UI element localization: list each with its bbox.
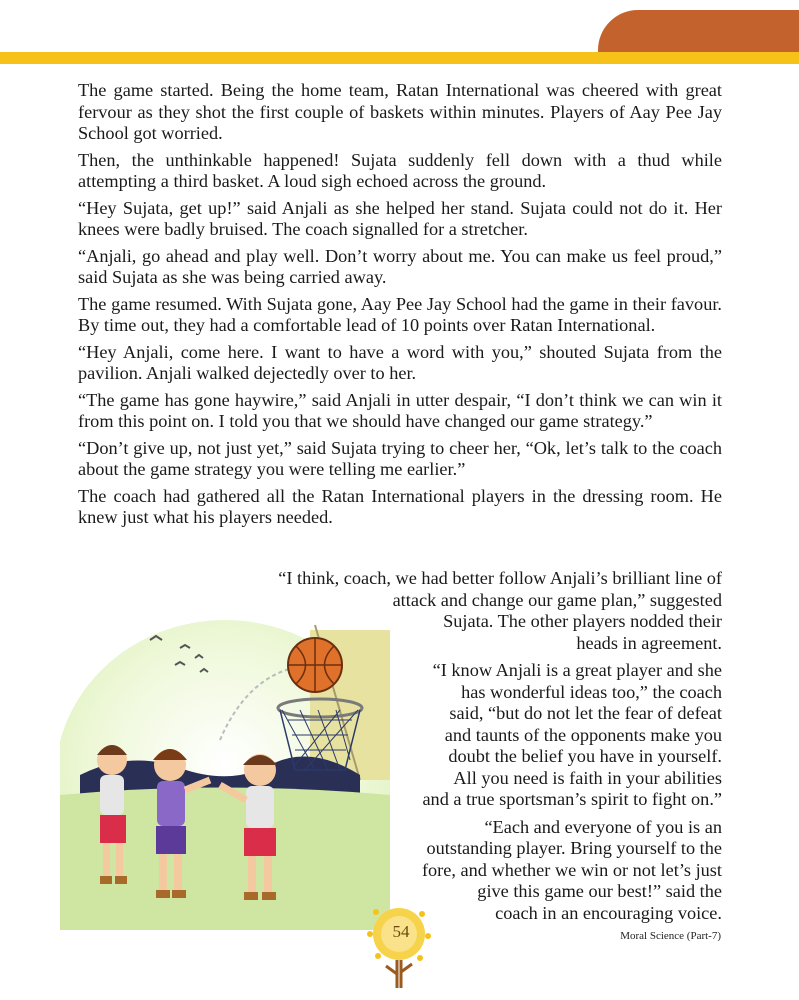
page-number-badge: [364, 904, 434, 994]
text-line: heads in agreement.: [576, 632, 722, 653]
paragraph: “Anjali, go ahead and play well. Don’t worry about me. You can make us feel proud,” said Sujata as she was being carried away.: [78, 245, 722, 287]
text-line: give this game our best!” said the: [477, 881, 722, 901]
text-line: doubt the belief you have in yourself.: [448, 746, 722, 766]
text-line: Sujata. The other players nodded their: [443, 611, 722, 631]
text-line: attack and change our game plan,” suggested: [392, 589, 722, 610]
paragraph: The game started. Being the home team, Ratan International was cheered with great fervour as they shot the first couple of baskets within minutes. Players of Aay Pee Jay School got worried.: [78, 80, 722, 143]
text-line: outstanding player. Bring yourself to the: [426, 838, 722, 858]
text-line: “I know Anjali is a great player and she: [432, 660, 722, 680]
paragraph: “Don’t give up, not just yet,” said Sujata trying to cheer her, “Ok, let’s talk to the coach about the game strategy you were telling me earlier.”: [78, 437, 722, 479]
paragraph: “Hey Sujata, get up!” said Anjali as she helped her stand. Sujata could not do it. Her knees were badly bruised. The coach signalled for a stretcher.: [78, 197, 722, 239]
text-line: said, “but do not let the fear of defeat: [449, 703, 722, 723]
text-line: All you need is faith in your abilities: [453, 767, 722, 788]
page-number: 54: [392, 922, 410, 941]
paragraph: “Hey Anjali, come here. I want to have a word with you,” shouted Sujata from the pavilion. Anjali walked dejectedly over to her.: [78, 341, 722, 383]
text-line: “Each and everyone of you is an: [484, 816, 722, 837]
paragraph: The coach had gathered all the Ratan International players in the dressing room. He knew just what his players needed.: [78, 485, 722, 527]
text-line: “I think, coach, we had better follow Anjali’s brilliant line of: [278, 568, 722, 588]
text-line: and taunts of the opponents make you: [444, 724, 722, 745]
story-text: [78, 80, 722, 534]
header-band: [0, 52, 799, 64]
paragraph: “The game has gone haywire,” said Anjali in utter despair, “I don’t think we can win it from this point on. I told you that we should have changed our game strategy.”: [78, 389, 722, 431]
footer-title: Moral Science (Part-7): [620, 930, 721, 942]
text-line: fore, and whether we win or not let’s just: [421, 859, 722, 880]
tree-icon: [386, 960, 412, 988]
paragraph: Then, the unthinkable happened! Sujata suddenly fell down with a thud while attempting a third basket. A loud sigh echoed across the ground.: [78, 149, 722, 191]
right-column-text: [202, 568, 722, 924]
text-line: coach in an encouraging voice.: [495, 902, 722, 923]
text-line: and a true sportsman’s spirit to fight on.”: [422, 789, 722, 809]
text-line: has wonderful ideas too,” the coach: [461, 681, 722, 702]
paragraph: The game resumed. With Sujata gone, Aay Pee Jay School had the game in their favour. By time out, they had a comfortable lead of 10 points over Ratan International.: [78, 293, 722, 335]
